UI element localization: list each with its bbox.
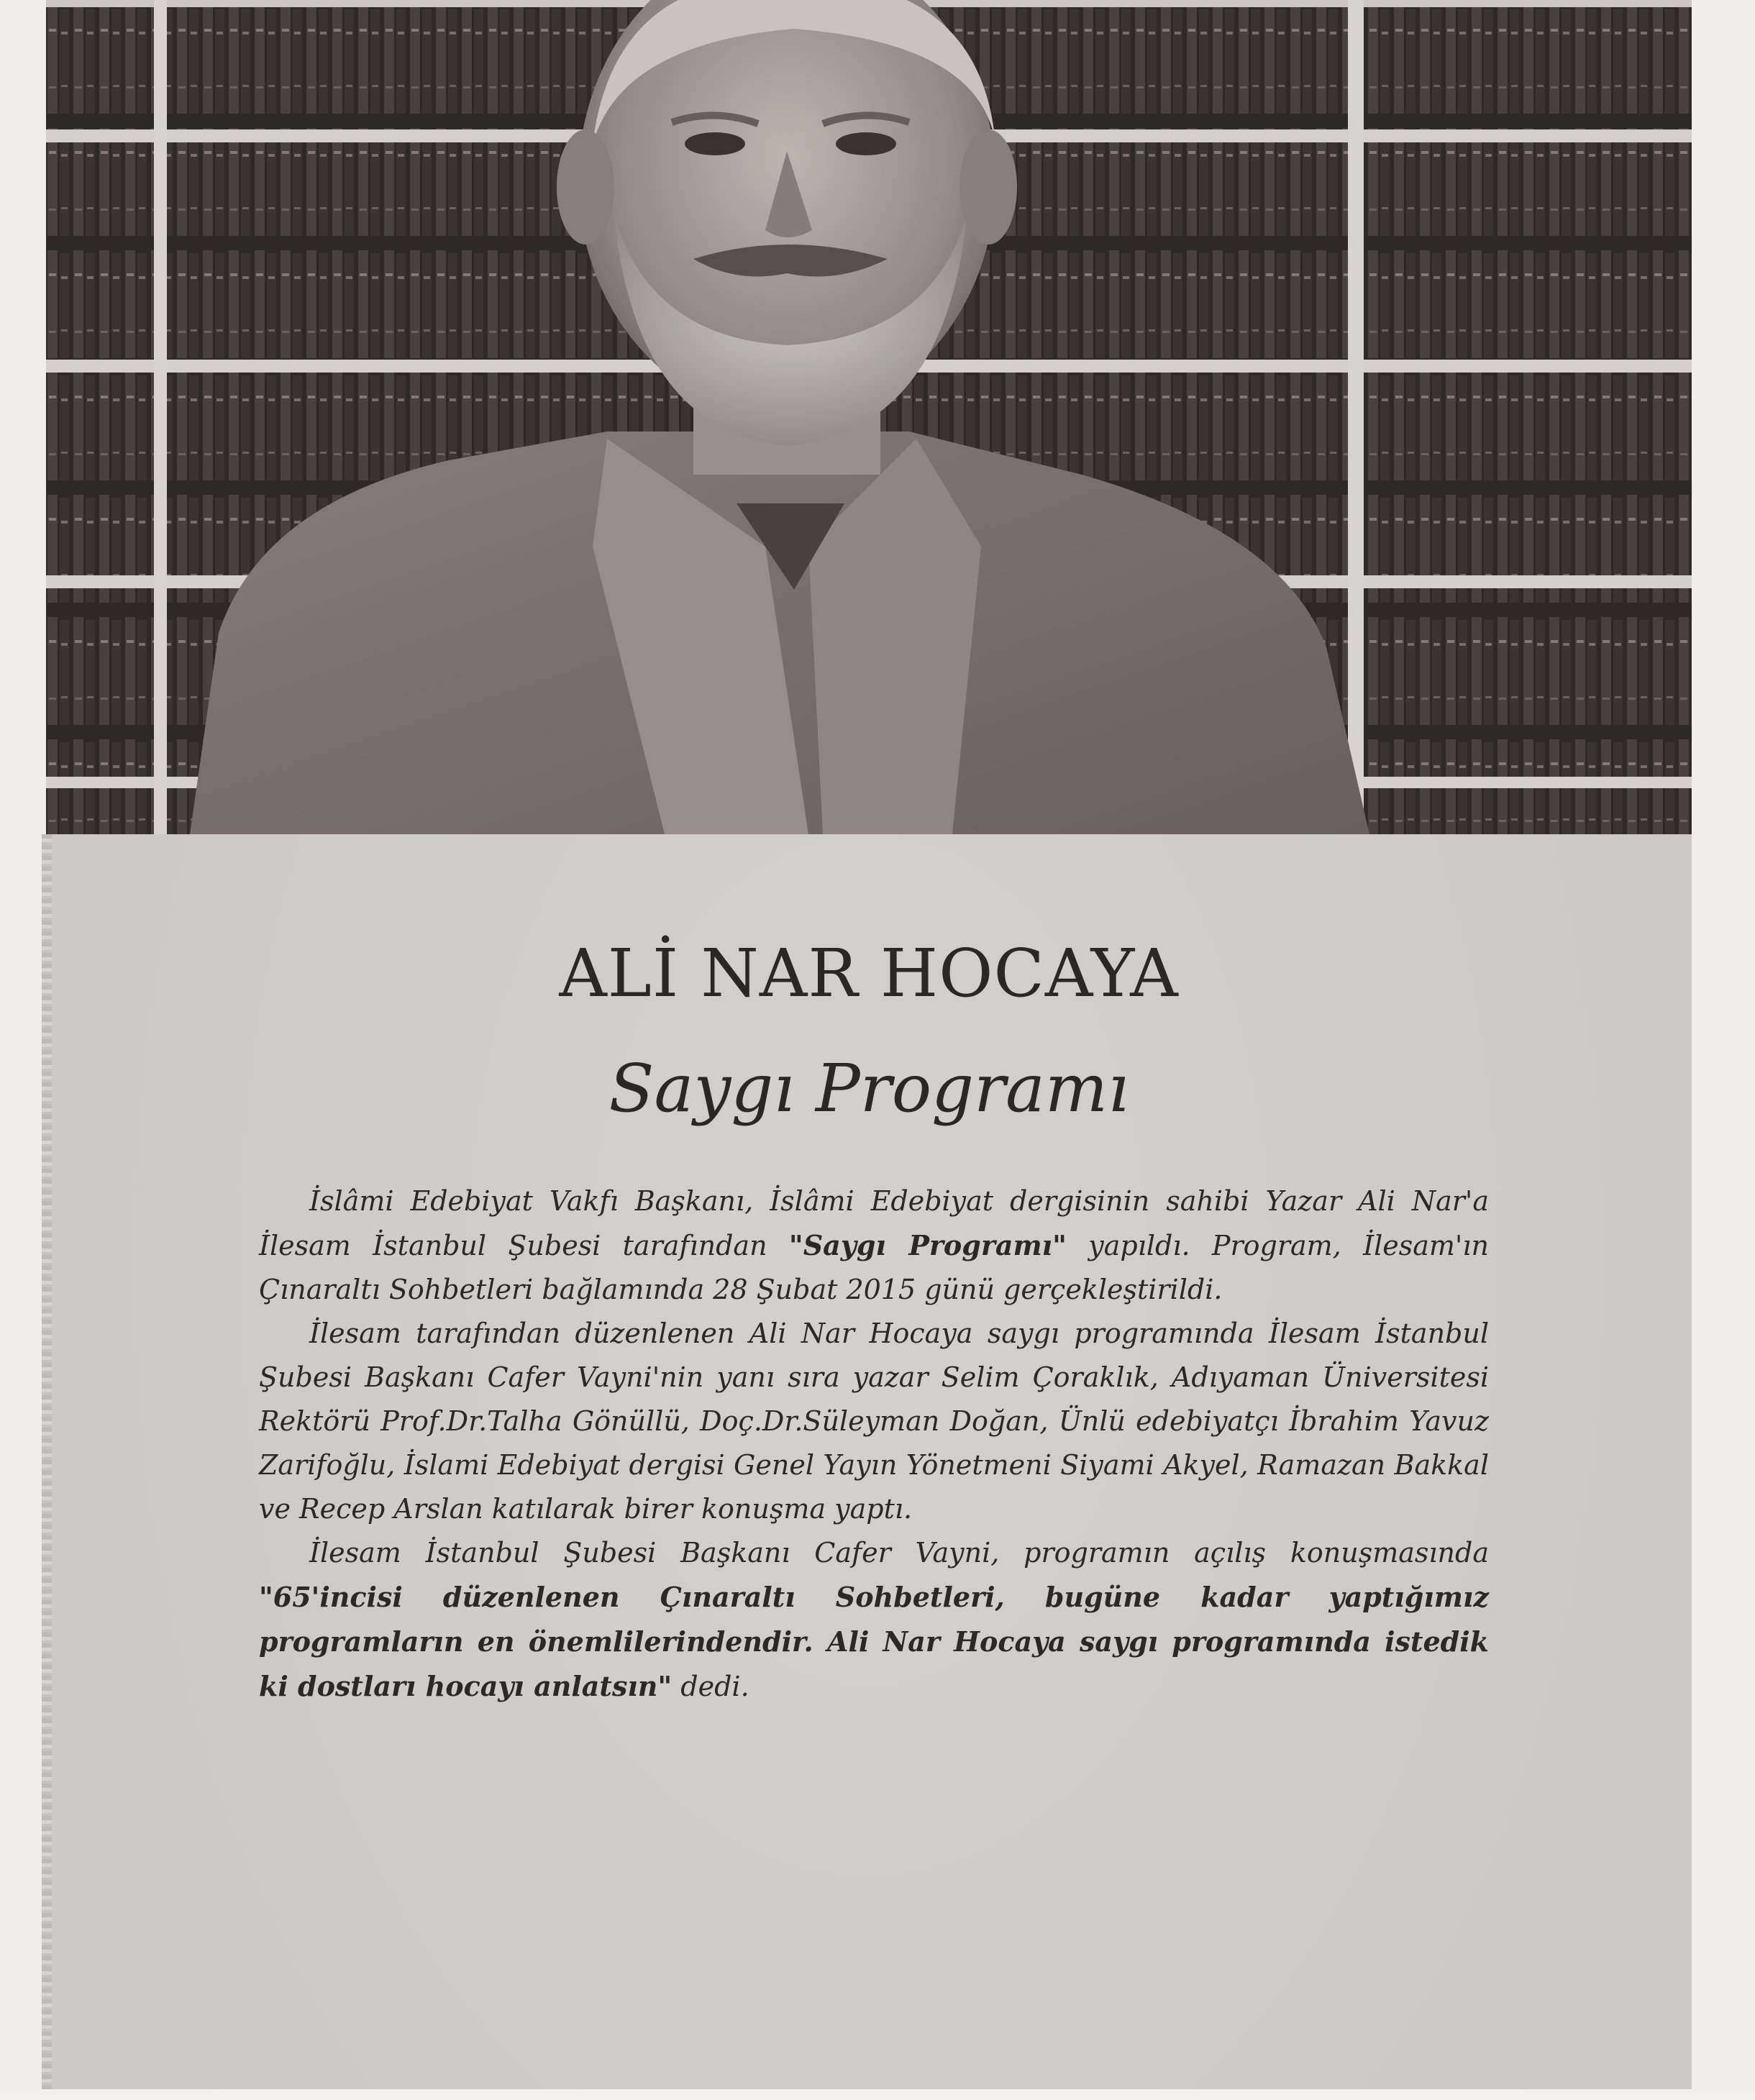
scan-margin-bottom [0,2089,1755,2100]
article-subtitle: Saygı Programı [608,1050,1129,1127]
article-title: ALİ NAR HOCAYA [559,935,1179,1012]
portrait-photo [46,0,1692,834]
paragraph-3-text-c: dedi. [672,1671,749,1702]
paragraph-2: İlesam tarafından düzenlenen Ali Nar Hocaya saygı programında İlesam İstanbul Şubesi Başkanı Cafer Vayni'nin yanı sıra yazar Selim Çoraklık, Adıyaman Üniversitesi Rektörü Prof.Dr.Talha Gönüllü, Doç.Dr.Süleyman Doğan, Ünlü edebiyatçı İbrahim Yavuz Zarifoğlu, İslami Edebiyat dergisi Genel Yayın Yönetmeni Siyami Akyel, Ramazan Bakkal ve Recep Arslan katılarak birer konuşma yaptı. [259,1318,1489,1525]
article-body [259,1179,1489,1709]
paragraph-1-text-a: İslâmi Edebiyat Vakfı Başkanı, İslâmi Edebiyat dergisinin sahibi Yazar Ali Nar'a İlesam İstanbul Şubesi tarafından [259,1185,1489,1261]
paper-torn-edge [42,834,52,2100]
paragraph-1-text-c: yapıldı. Program, İlesam'ın Çınaraltı Sohbetleri bağlamında 28 Şubat 2015 günü gerçekleştirildi. [259,1230,1489,1305]
paragraph-1-emphasis: "Saygı Programı" [788,1229,1067,1261]
paragraph-1 [259,1179,1489,1312]
paragraph-3-text-a: İlesam İstanbul Şubesi Başkanı Cafer Vayni, programın açılış konuşmasında [309,1537,1489,1569]
scan-margin-right [1692,0,1755,2100]
paragraph-3-quote: "65'incisi düzenlenen Çınaraltı Sohbetleri, bugüne kadar yaptığımız programların en önemlilerindendir. Ali Nar Hocaya saygı programında istedik ki dostları hocayı anlatsın" [259,1581,1489,1702]
paragraph-3 [259,1531,1489,1709]
